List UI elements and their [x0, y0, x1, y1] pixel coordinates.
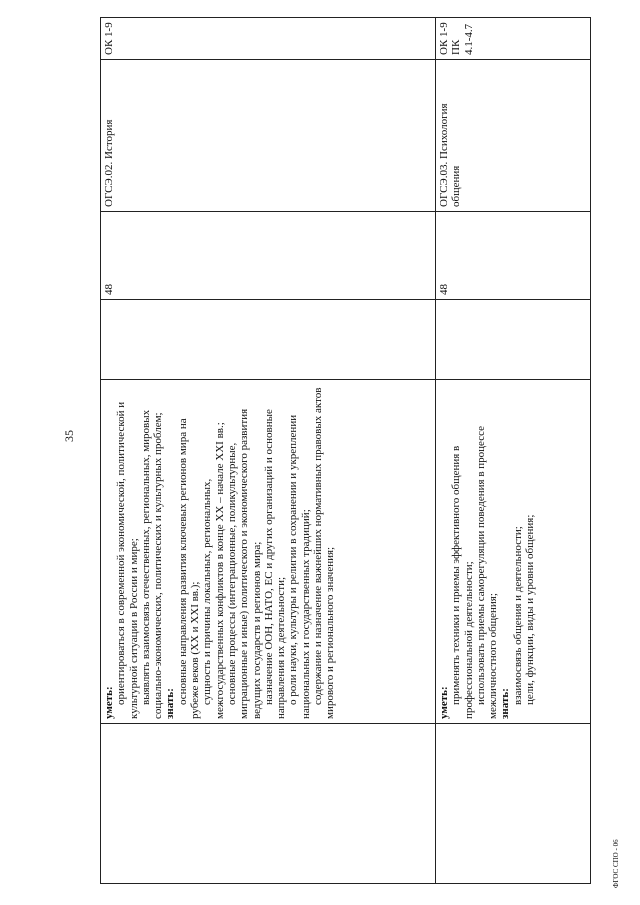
znat-item: о роли науки, культуры и религии в сохранении и укреплении национальных и государственных традиций;: [287, 414, 312, 719]
table-row-psychology: [436, 18, 591, 884]
cell-discipline: ОГСЭ.03. Психология общения: [436, 60, 591, 212]
cell-requirements: [101, 380, 436, 724]
footer-code: ФГОС СПО - 06: [612, 839, 620, 888]
umet-item: использовать приемы саморегуляции поведения в процессе межличностного общения;: [474, 426, 500, 719]
competency-code: ОК 1-9: [438, 22, 450, 55]
znat-item: назначение ООН, НАТО, ЕС и других организаций и основные направления их деятельности;: [262, 409, 288, 719]
cell-hours: 48: [436, 212, 591, 300]
umet-label: уметь:: [103, 686, 115, 719]
cell-empty-mid: [101, 300, 436, 380]
znat-item: основные направления развития ключевых регионов мира на рубеже веков (XX и XXI вв.);: [176, 418, 202, 719]
discipline-table: [100, 17, 591, 884]
umet-item: ориентироваться в современной экономической, политической и культурной ситуации в России и мире;: [115, 401, 140, 719]
umet-label: уметь:: [438, 686, 450, 719]
umet-item: выявлять взаимосвязь отечественных, региональных, мировых социально-экономических, политических и культурных проблем;: [139, 409, 165, 719]
cell-empty-left: [101, 724, 436, 884]
discipline-table-container: [100, 18, 590, 884]
znat-label: знать:: [499, 688, 512, 719]
page-number: 35: [62, 430, 76, 442]
umet-item: применять техники и приемы эффективного общения в профессиональной деятельности;: [450, 445, 475, 719]
cell-discipline: ОГСЭ.02. История: [101, 60, 436, 212]
cell-hours: 48: [101, 212, 436, 300]
znat-item: взаимосвязь общения и деятельности;: [511, 526, 524, 705]
cell-competencies: [436, 18, 591, 60]
table-row-history: [101, 18, 436, 884]
znat-item: сущность и причины локальных, региональных, межгосударственных конфликтов в конце XX – начале XXI вв.;: [201, 422, 226, 719]
cell-competencies: [101, 18, 436, 60]
cell-empty-mid: [436, 300, 591, 380]
znat-item: содержание и назначение важнейших нормативных правовых актов мирового и регионального значения;: [312, 387, 337, 719]
znat-label: знать:: [164, 688, 177, 719]
cell-requirements: [436, 380, 591, 724]
competency-code: ОК 1-9: [103, 22, 115, 55]
znat-item: основные процессы (интеграционные, поликультурные, миграционные и иные) политического и экономического развития ведущих государств и регионов мира;: [225, 408, 263, 719]
cell-empty-left: [436, 724, 591, 884]
competency-code: ПК 4.1-4.7: [450, 23, 475, 55]
znat-item: цели, функции, виды и уровни общения;: [524, 514, 537, 705]
